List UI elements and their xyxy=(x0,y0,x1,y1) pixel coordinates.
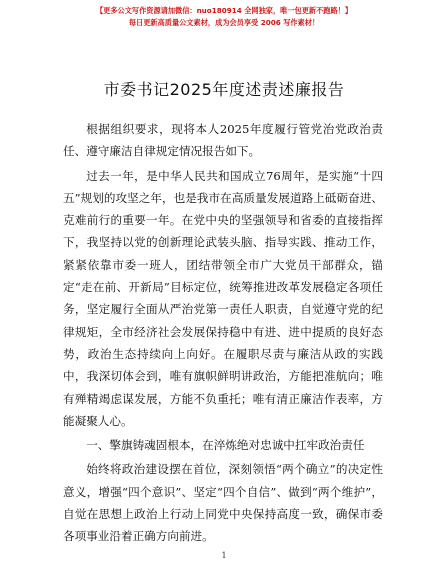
promo-banner-line1: 【更多公文写作资源请加微信：nuo180914 全网独家，唯一包更新不跑路！】 xyxy=(95,6,353,15)
promo-banner xyxy=(0,4,448,28)
page-number: 1 xyxy=(221,551,227,560)
document-title: 市委书记2025年度述责述廉报告 xyxy=(103,80,345,99)
section-paragraph: 始终将政治建设摆在首位，深刻领悟“两个确立”的决定性意义，增强“四个意识”、坚定“四个自信”、做到“两个维护”，自觉在思想上政治上行动上同党中央保持高度一致，确保市委各项事业沿着正确方向前进。 xyxy=(63,462,383,544)
overview-paragraph: 过去一年，是中华人民共和国成立76周年，是实施“十四五”规划的攻坚之年，也是我市在高质量发展道路上砥砺奋进、克难前行的重要一年。在党中央的坚强领导和省委的直接指挥下，我坚持以党的创新理论武装头脑、指导实践、推动工作，紧紧依靠市委一班人，团结带领全市广大党员干部群众，锚定“走在前、开新局”目标定位，统筹推进改革发展稳定各项任务，坚定履行全面从严治党第一责任人职责，自觉遵守党的纪律规矩，全市经济社会发展保持稳中有进、进中提质的良好态势，政治生态持续向上向好。在履职尽责与廉洁从政的实践中，我深切体会到，唯有旗帜鲜明讲政治，方能把准航向；唯有殚精竭虑谋发展，方能不负重托；唯有清正廉洁作表率，方能凝聚人心。 xyxy=(63,168,383,428)
intro-paragraph: 根据组织要求，现将本人2025年度履行管党治党政治责任、遵守廉洁自律规定情况报告如下。 xyxy=(63,122,383,159)
document-body xyxy=(63,118,383,550)
section-heading: 一、擎旗铸魂固根本，在淬炼绝对忠诚中扛牢政治责任 xyxy=(86,438,365,453)
promo-banner-line2: 每日更新高质量公文素材，成为会员享受 2006 写作素材！ xyxy=(128,18,320,27)
